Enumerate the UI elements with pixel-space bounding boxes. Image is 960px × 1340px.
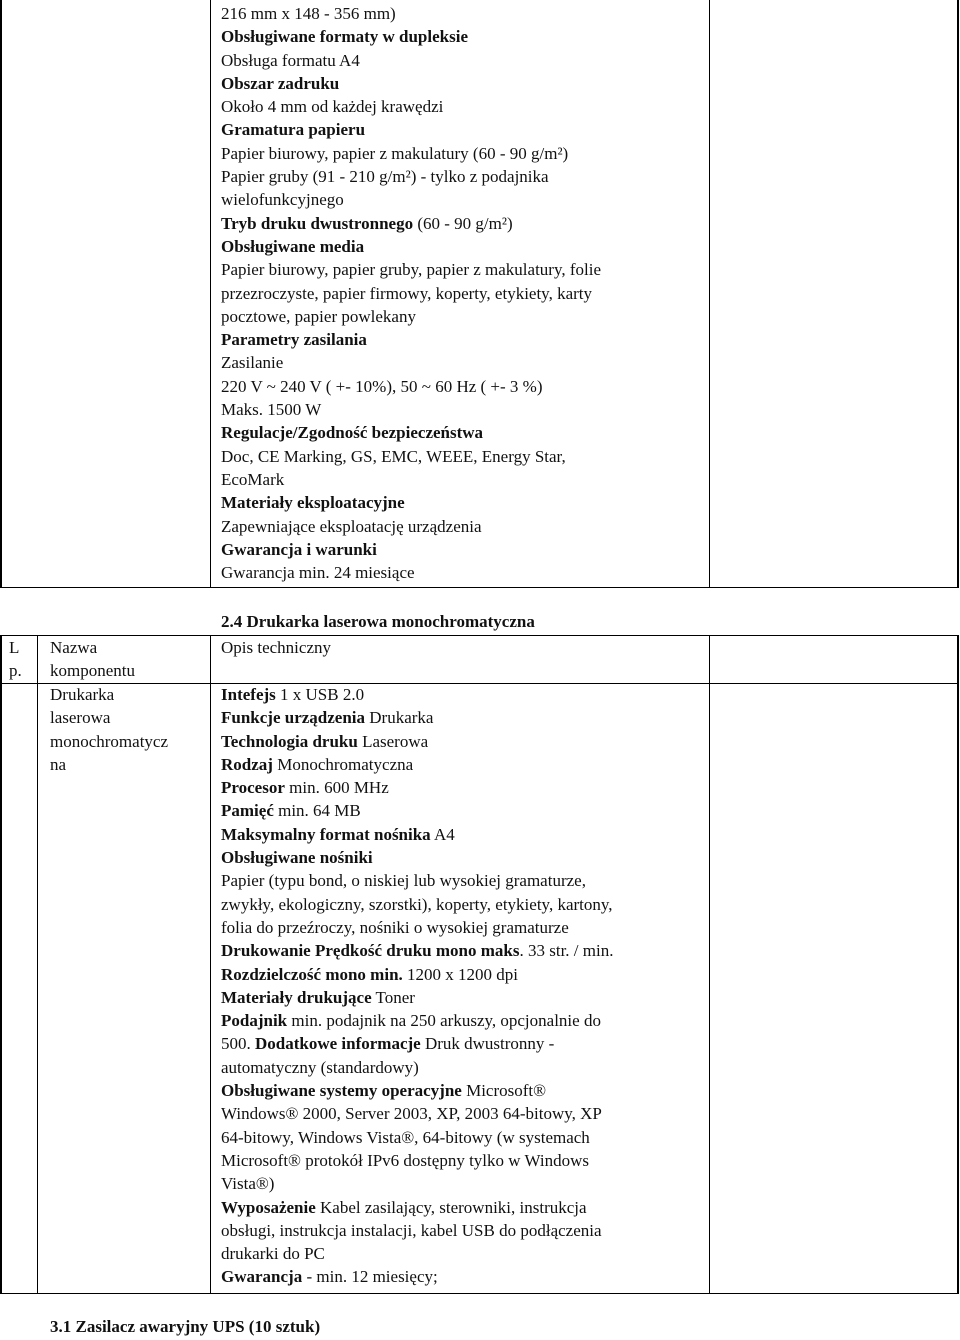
spec-value: A4 xyxy=(430,824,455,844)
spec-value: Około 4 mm od każdej krawędzi xyxy=(221,97,444,117)
spec-value: - min. 12 miesięcy; xyxy=(302,1267,438,1287)
spec-value: Doc, CE Marking, GS, EMC, WEEE, Energy Star, xyxy=(221,446,566,466)
spec-line xyxy=(221,95,601,118)
spec-line xyxy=(221,491,601,514)
spec-line xyxy=(221,235,601,258)
spec-value: Papier biurowy, papier z makulatury (60 - 90 g/m²) xyxy=(221,143,569,163)
spec-label: Obsługiwane media xyxy=(221,236,365,256)
spec-line xyxy=(221,468,601,491)
spec-label: Obsługiwane formaty w dupleksie xyxy=(221,27,468,47)
spec-value: min. 64 MB xyxy=(273,801,361,821)
spec-line xyxy=(221,351,601,374)
spec-line xyxy=(221,1219,613,1242)
spec-line xyxy=(221,893,613,916)
spec-line xyxy=(221,1056,613,1079)
spec-line xyxy=(221,823,613,846)
spec-label: Gramatura papieru xyxy=(221,120,366,140)
table-border-col3 xyxy=(709,635,710,1294)
spec-line xyxy=(221,282,601,305)
spec-line xyxy=(221,730,613,753)
spec-line xyxy=(221,963,613,986)
spec-line xyxy=(221,1079,613,1102)
spec-value: 1200 x 1200 dpi xyxy=(402,964,519,984)
spec-value: Monochromatyczna xyxy=(272,754,414,774)
spec-label: Funkcje urządzenia xyxy=(221,708,366,728)
spec-value: automatyczny (standardowy) xyxy=(221,1057,419,1077)
spec-value: 64-bitowy, Windows Vista®, 64-bitowy (w systemach xyxy=(221,1127,590,1147)
spec-value: . 33 str. / min. xyxy=(519,941,614,961)
spec-line xyxy=(221,1102,613,1125)
spec-value: Kabel zasilający, sterowniki, instrukcja xyxy=(315,1197,587,1217)
spec-value: wielofunkcyjnego xyxy=(221,190,344,210)
spec-line xyxy=(221,939,613,962)
spec-label: Procesor xyxy=(221,778,285,798)
spec-value: Gwarancja min. 24 miesiące xyxy=(221,563,415,583)
spec-line xyxy=(221,328,601,351)
spec-value: Obsługa formatu A4 xyxy=(221,50,360,70)
spec-label: Obszar zadruku xyxy=(221,73,340,93)
spec-label: Rozdzielczość mono min. xyxy=(221,964,403,984)
printer-spec-text xyxy=(221,683,613,1289)
spec-line xyxy=(221,375,601,398)
header-component-name: Nazwa komponentu xyxy=(50,638,135,681)
spec-label: Maksymalny format nośnika xyxy=(221,824,431,844)
spec-line xyxy=(221,538,601,561)
spec-line xyxy=(221,188,601,211)
spec-label: Tryb druku dwustronnego xyxy=(221,213,414,233)
spec-line xyxy=(221,706,613,729)
spec-value: Microsoft® xyxy=(461,1081,547,1101)
spec-line xyxy=(221,683,613,706)
spec-line xyxy=(221,869,613,892)
spec-label: Regulacje/Zgodność bezpieczeństwa xyxy=(221,423,484,443)
spec-line xyxy=(221,212,601,235)
spec-line xyxy=(221,49,601,72)
table-border-right xyxy=(957,635,959,1294)
spec-line xyxy=(221,118,601,141)
spec-line xyxy=(221,916,613,939)
spec-value: 220 V ~ 240 V ( +- 10%), 50 ~ 60 Hz ( +- 3 %) xyxy=(221,376,543,396)
spec-label: Obsługiwane nośniki xyxy=(221,848,373,868)
spec-line xyxy=(221,1126,613,1149)
table-border-col1 xyxy=(210,0,211,588)
spec-line xyxy=(221,1172,613,1195)
spec-value: zwykły, ekologiczny, szorstki), koperty, etykiety, kartony, xyxy=(221,894,613,914)
spec-value: Laserowa xyxy=(357,731,429,751)
spec-label: Wyposażenie xyxy=(221,1197,316,1217)
spec-line xyxy=(221,561,601,584)
table-border-bottom xyxy=(0,587,959,588)
spec-value: Vista®) xyxy=(221,1174,275,1194)
spec-line xyxy=(221,1265,613,1288)
spec-value: EcoMark xyxy=(221,469,285,489)
header-lp: L p. xyxy=(9,638,22,681)
spec-value: obsługi, instrukcja instalacji, kabel USB do podłączenia xyxy=(221,1220,602,1240)
table-border-left xyxy=(0,635,2,1294)
spec-line xyxy=(221,986,613,1009)
spec-value: Windows® 2000, Server 2003, XP, 2003 64-bitowy, XP xyxy=(221,1104,602,1124)
spec-line xyxy=(221,445,601,468)
spec-value: Papier (typu bond, o niskiej lub wysokiej gramaturze, xyxy=(221,871,586,891)
spec-text-continued xyxy=(221,2,601,584)
spec-line xyxy=(221,305,601,328)
spec-line xyxy=(221,25,601,48)
spec-value: 500. xyxy=(221,1034,255,1054)
spec-line xyxy=(221,515,601,538)
table-border-col1 xyxy=(37,635,38,1294)
spec-line xyxy=(221,1149,613,1172)
spec-label: Drukowanie Prędkość druku mono maks xyxy=(221,941,520,961)
spec-line xyxy=(221,142,601,165)
table-border-bottom xyxy=(0,1293,959,1294)
spec-line xyxy=(221,1242,613,1265)
spec-label: Obsługiwane systemy operacyjne xyxy=(221,1081,462,1101)
spec-value: Drukarka xyxy=(365,708,434,728)
spec-line xyxy=(221,258,601,281)
spec-value: przezroczyste, papier firmowy, koperty, etykiety, karty xyxy=(221,283,593,303)
spec-value: Toner xyxy=(371,987,415,1007)
component-name-cell: Drukarka laserowa monochromatycz na xyxy=(50,685,169,774)
spec-line xyxy=(221,1009,613,1032)
spec-label: Gwarancja i warunki xyxy=(221,539,377,559)
spec-value: min. 600 MHz xyxy=(284,778,389,798)
section-heading-2-4: 2.4 Drukarka laserowa monochromatyczna xyxy=(221,612,535,631)
spec-line xyxy=(221,1032,613,1055)
table-border-col2 xyxy=(709,0,710,588)
table-border-left xyxy=(0,0,2,588)
spec-label: Podajnik xyxy=(221,1011,288,1031)
spec-line xyxy=(221,799,613,822)
spec-label: Materiały eksploatacyjne xyxy=(221,493,405,513)
spec-label: Dodatkowe informacje xyxy=(255,1034,421,1054)
spec-line xyxy=(221,398,601,421)
spec-line xyxy=(221,753,613,776)
spec-line xyxy=(221,776,613,799)
table-border-top xyxy=(0,635,959,636)
table-border-right xyxy=(957,0,959,588)
spec-value: 216 mm x 148 - 356 mm) xyxy=(221,4,396,23)
spec-label: Parametry zasilania xyxy=(221,330,367,350)
spec-label: Rodzaj xyxy=(221,754,273,774)
spec-label: Materiały drukujące xyxy=(221,987,372,1007)
spec-value: (60 - 90 g/m²) xyxy=(413,213,513,233)
spec-value: Papier biurowy, papier gruby, papier z makulatury, folie xyxy=(221,260,602,280)
section-heading-3-1: 3.1 Zasilacz awaryjny UPS (10 sztuk) xyxy=(50,1317,321,1336)
spec-value: Maks. 1500 W xyxy=(221,400,322,420)
spec-label: Technologia druku xyxy=(221,731,358,751)
spec-line xyxy=(221,2,601,25)
spec-value: Papier gruby (91 - 210 g/m²) - tylko z podajnika xyxy=(221,167,549,187)
spec-label: Gwarancja xyxy=(221,1267,303,1287)
spec-value: 1 x USB 2.0 xyxy=(275,685,365,704)
spec-value: min. podajnik na 250 arkuszy, opcjonalnie do xyxy=(287,1011,601,1031)
spec-value: Microsoft® protokół IPv6 dostępny tylko w Windows xyxy=(221,1150,589,1170)
spec-value: folia do przeźroczy, nośniki o wysokiej gramaturze xyxy=(221,917,569,937)
header-description: Opis techniczny xyxy=(221,638,331,657)
spec-line xyxy=(221,72,601,95)
spec-value: Druk dwustronny - xyxy=(420,1034,555,1054)
table-border-col2 xyxy=(210,635,211,1294)
spec-value: drukarki do PC xyxy=(221,1244,325,1264)
spec-label: Pamięć xyxy=(221,801,274,821)
spec-line xyxy=(221,846,613,869)
spec-value: pocztowe, papier powlekany xyxy=(221,306,416,326)
spec-label: Intefejs xyxy=(221,685,276,704)
spec-line xyxy=(221,1196,613,1219)
spec-value: Zasilanie xyxy=(221,353,284,373)
spec-line xyxy=(221,165,601,188)
spec-value: Zapewniające eksploatację urządzenia xyxy=(221,516,482,536)
spec-line xyxy=(221,421,601,444)
